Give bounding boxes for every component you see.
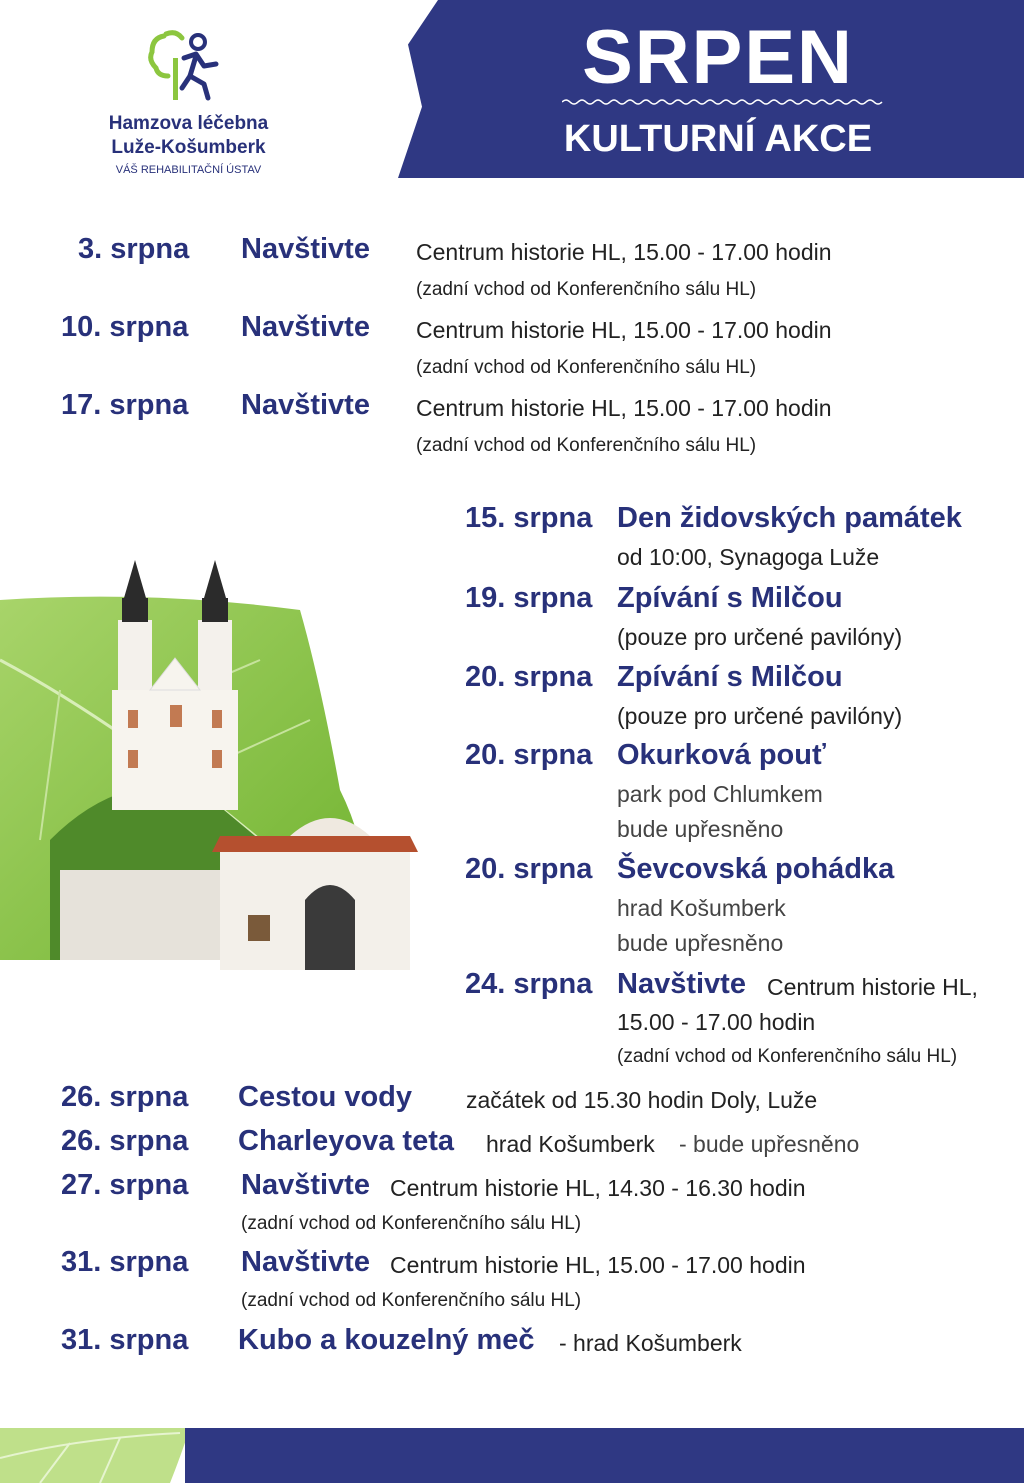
- event-title: Navštivte: [241, 311, 370, 343]
- event-description: Centrum historie HL, 15.00 - 17.00 hodin: [416, 317, 832, 343]
- event-title: Navštivte: [617, 968, 746, 1000]
- event-title: Ševcovská pohádka: [617, 853, 895, 885]
- event-detail: od 10:00, Synagoga Luže: [617, 544, 880, 570]
- event-title: Zpívání s Milčou: [617, 582, 843, 614]
- event-date: 20. srpna: [465, 661, 593, 693]
- event-description: Centrum historie HL, 15.00 - 17.00 hodin: [390, 1252, 806, 1278]
- event-date: 17. srpna: [61, 389, 189, 421]
- event-note: (zadní vchod od Konferenčního sálu HL): [241, 1213, 582, 1234]
- event-title: Navštivte: [241, 1169, 370, 1201]
- event-note: (zadní vchod od Konferenčního sálu HL): [617, 1046, 958, 1067]
- page-title: SRPEN: [582, 15, 854, 100]
- church-with-leaf-image: [0, 540, 440, 1010]
- event-date: 27. srpna: [61, 1169, 189, 1201]
- organization-name-line1: Hamzova léčebna: [108, 113, 269, 134]
- event-title: Cestou vody: [238, 1081, 413, 1113]
- event-title: Navštivte: [241, 389, 370, 421]
- event-title: Okurková pouť: [617, 739, 826, 771]
- event-date: 26. srpna: [61, 1081, 189, 1113]
- organization-tagline: VÁŠ REHABILITAČNÍ ÚSTAV: [115, 164, 262, 176]
- event-date: 3. srpna: [78, 233, 190, 265]
- event-detail: park pod Chlumkem: [617, 781, 823, 807]
- leaf-corner-decoration: [0, 1428, 190, 1483]
- event-description: Centrum historie HL, 15.00 - 17.00 hodin: [416, 239, 832, 265]
- event-detail: hrad Košumberk: [617, 895, 786, 921]
- event-description: Centrum historie HL, 15.00 - 17.00 hodin: [416, 395, 832, 421]
- event-description: začátek od 15.30 hodin Doly, Luže: [466, 1087, 818, 1113]
- event-note: (zadní vchod od Konferenčního sálu HL): [416, 279, 757, 300]
- event-date: 24. srpna: [465, 968, 593, 1000]
- event-detail: 15.00 - 17.00 hodin: [617, 1009, 816, 1035]
- event-date: 19. srpna: [465, 582, 593, 614]
- page-subtitle: KULTURNÍ AKCE: [563, 118, 873, 160]
- organization-name: [96, 112, 281, 160]
- footer-banner: [185, 1428, 1024, 1483]
- event-description: hrad Košumberk: [486, 1131, 655, 1157]
- event-title: Navštivte: [241, 233, 370, 265]
- event-note: (zadní vchod od Konferenčního sálu HL): [241, 1290, 582, 1311]
- event-detail: (pouze pro určené pavilóny): [617, 624, 903, 650]
- event-date: 15. srpna: [465, 502, 593, 534]
- event-note: (zadní vchod od Konferenčního sálu HL): [416, 435, 757, 456]
- person-tree-logo-icon: [146, 28, 226, 104]
- title-divider-wave: [562, 96, 886, 108]
- event-description: Centrum historie HL, 14.30 - 16.30 hodin: [390, 1175, 806, 1201]
- event-note: (zadní vchod od Konferenčního sálu HL): [416, 357, 757, 378]
- event-detail: (pouze pro určené pavilóny): [617, 703, 903, 729]
- event-date: 20. srpna: [465, 739, 593, 771]
- event-detail: bude upřesněno: [617, 930, 784, 956]
- event-date: 26. srpna: [61, 1125, 189, 1157]
- event-title: Navštivte: [241, 1246, 370, 1278]
- event-date: 31. srpna: [61, 1324, 189, 1356]
- event-date: 10. srpna: [61, 311, 189, 343]
- event-description: Centrum historie HL,: [767, 974, 978, 1000]
- organization-name-line2: Luže-Košumberk: [111, 137, 266, 158]
- event-title: Kubo a kouzelný meč: [238, 1324, 535, 1356]
- event-detail: bude upřesněno: [617, 816, 784, 842]
- event-date: 20. srpna: [465, 853, 593, 885]
- event-title: Zpívání s Milčou: [617, 661, 843, 693]
- event-date: 31. srpna: [61, 1246, 189, 1278]
- event-title: Den židovských památek: [617, 502, 962, 534]
- event-description-note: - bude upřesněno: [679, 1131, 860, 1157]
- event-description: - hrad Košumberk: [559, 1330, 742, 1356]
- event-title: Charleyova teta: [238, 1125, 454, 1157]
